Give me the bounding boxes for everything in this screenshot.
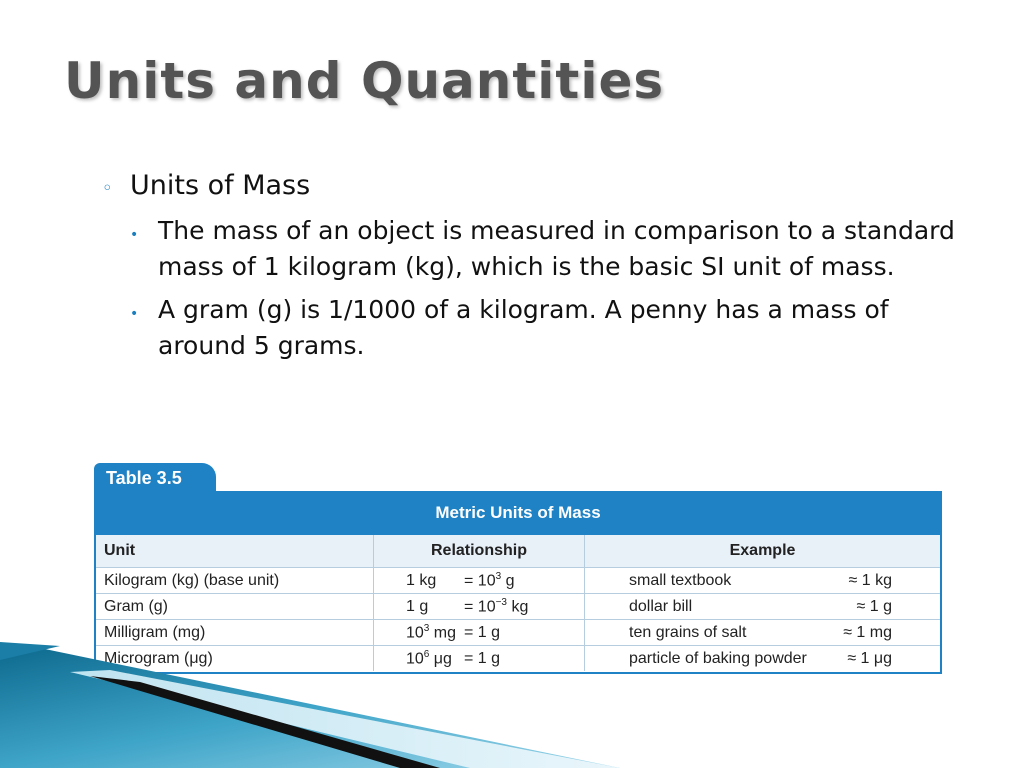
cell-relationship: 1 $g = 10^{-3}$ kg [374,594,585,620]
table-title: Metric Units of Mass [96,493,940,535]
sub-bullet-text: The mass of an object is measured in comparison to a standard mass of 1 kilogram (kg), which is the basic SI unit of mass. [158,216,955,281]
cell-relationship: 1 kg = $10^3$ g [374,568,585,594]
table-tab-label: Table 3.5 [94,463,216,493]
dot-bullet-icon: • [130,306,139,322]
hollow-bullet-icon: ◦ [102,178,113,199]
corner-wave-decoration [0,620,620,768]
cell-example: particle of baking powder ≈ 1 μg [629,649,892,667]
cell-relationship: $10^6$ μg = 1 g [374,646,585,672]
cell-unit: Microgram (μg) [96,646,374,672]
header-unit: Unit [96,535,374,568]
bullet-level1-text: Units of Mass [130,170,311,201]
sub-bullet-list [130,213,972,364]
cell-example: small textbook ≈ 1 kg [585,568,941,594]
slide-title: Units and Quantities [64,52,665,110]
table-header-row [96,535,940,568]
cell-unit: Kilogram (kg) (base unit) [96,568,374,594]
table-row [96,568,940,594]
sub-bullet-text: A gram (g) is 1/1000 of a kilogram. A penny has a mass of around 5 grams. [158,295,889,360]
header-relationship: Relationship [374,535,585,568]
sub-bullet-item [130,292,972,364]
dot-bullet-icon: • [130,227,139,243]
bullet-list [102,170,972,371]
cell-example: dollar bill ≈ 1 g [585,594,941,620]
cell-unit: Milligram (mg) [96,620,374,646]
cell-unit: Gram (g) [96,594,374,620]
bullet-level1 [102,170,972,201]
sub-bullet-item [130,213,972,285]
cell-relationship: $10^3$ mg = 1 g [374,620,585,646]
cell-example: ten grains of salt ≈ 1 mg [585,620,941,646]
table-row [96,594,940,620]
header-example: Example [585,535,941,568]
